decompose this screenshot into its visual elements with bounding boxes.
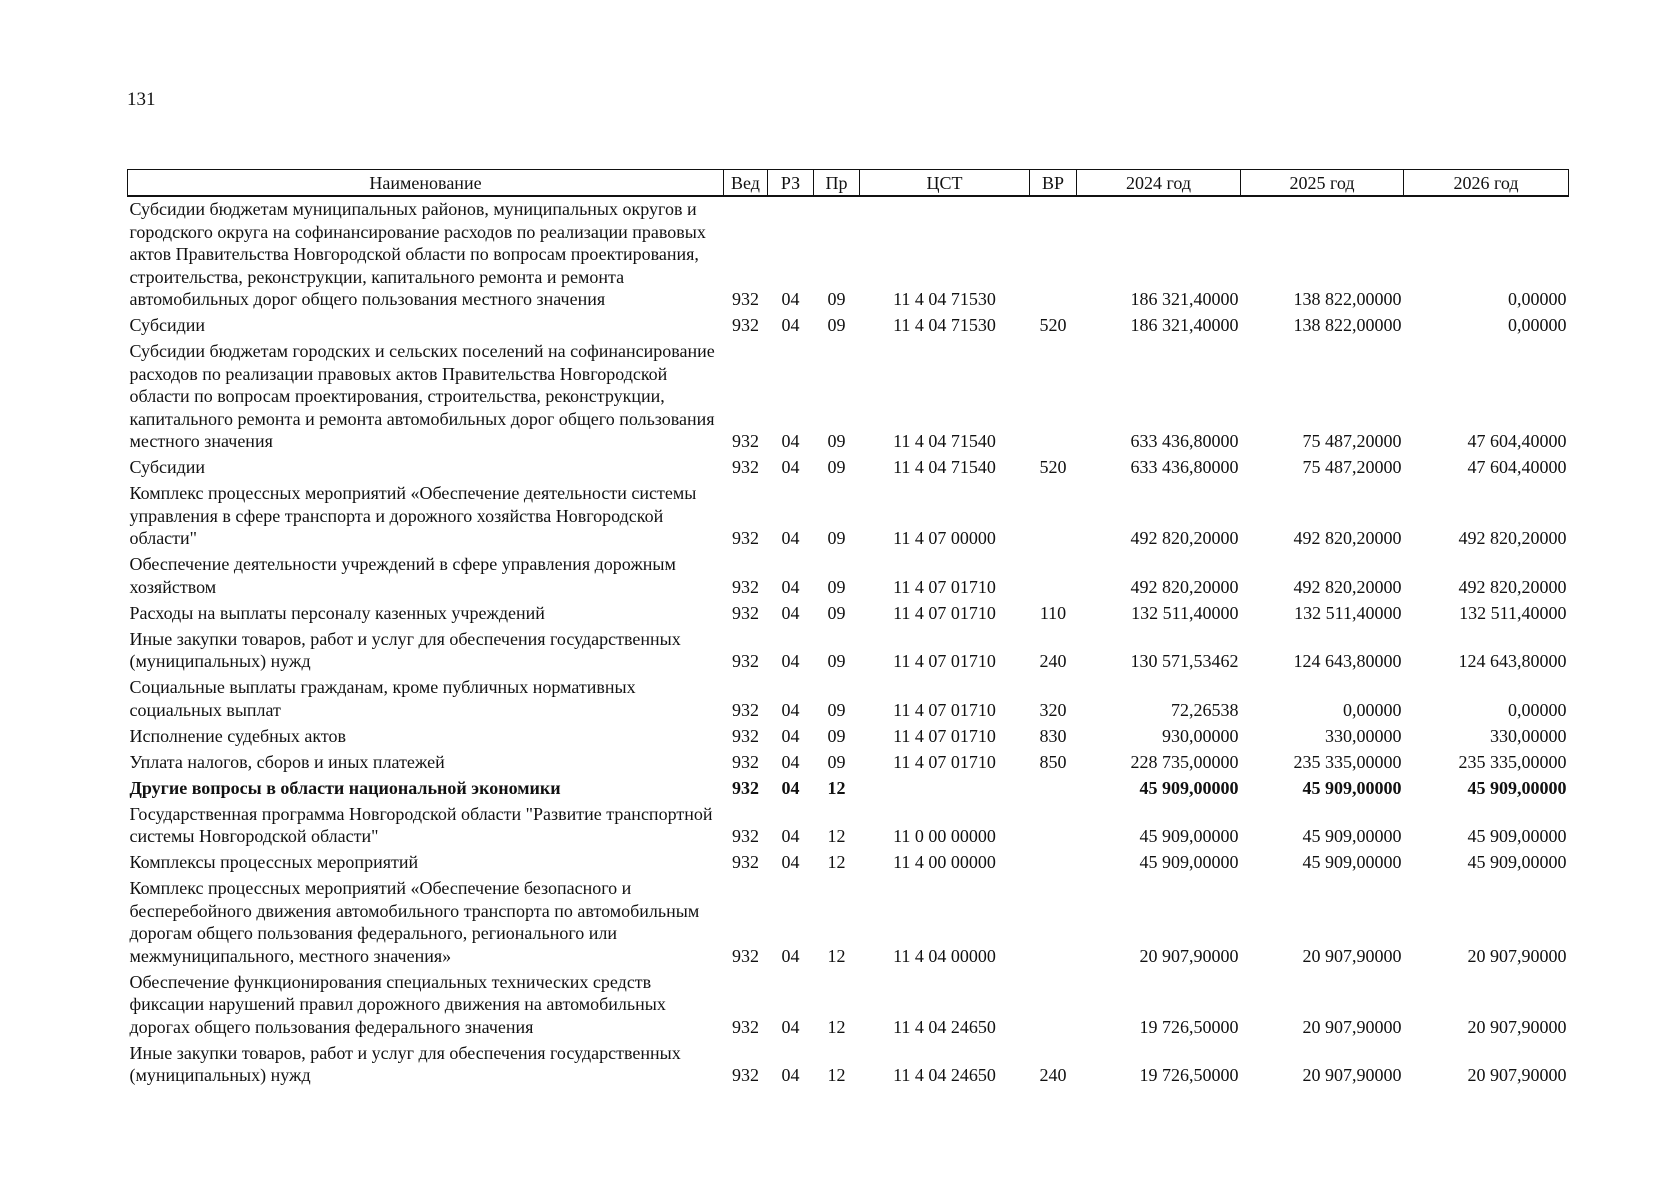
row-amount-2024: 132 511,40000: [1131, 602, 1239, 623]
row-amount-2025: 492 820,20000: [1293, 576, 1402, 597]
row-rz: 04: [781, 945, 800, 966]
row-amount-2024: 228 735,00000: [1130, 751, 1239, 772]
row-amount-2026: 20 907,90000: [1467, 1065, 1567, 1085]
row-amount-2025: 0,00000: [1343, 699, 1402, 720]
row-cst: 11 4 07 01710: [893, 699, 996, 720]
row-amount-2024: 930,00000: [1162, 725, 1239, 746]
table-row: [128, 673, 1569, 722]
row-ved: 932: [732, 1016, 759, 1037]
row-amount-2026: 47 604,40000: [1467, 457, 1567, 477]
row-rz: 04: [781, 1065, 800, 1085]
row-amount-2026: 45 909,00000: [1467, 826, 1567, 846]
row-vr: 850: [1039, 751, 1067, 772]
row-amount-2024: 45 909,00000: [1139, 852, 1239, 872]
row-ved: 932: [732, 777, 759, 798]
row-amount-2024: 20 907,90000: [1139, 945, 1239, 966]
row-vr: 110: [1039, 602, 1067, 623]
row-vr: 520: [1039, 457, 1067, 477]
row-pr: 12: [827, 826, 846, 846]
row-cst: 11 4 07 00000: [893, 528, 996, 548]
budget-table: [127, 169, 1569, 1087]
row-name: Иные закупки товаров, работ и услуг для обеспечения государственных (муниципальных) нужд: [129, 628, 681, 671]
row-vr: [1030, 550, 1077, 599]
row-vr: [1030, 799, 1077, 848]
row-vr: 240: [1039, 651, 1067, 671]
row-cst: 11 4 00 00000: [893, 852, 996, 872]
col-header-cst: ЦСТ: [860, 170, 1030, 197]
col-header-2026: 2026 год: [1404, 170, 1569, 197]
row-ved: 932: [732, 315, 759, 335]
table-row: [128, 550, 1569, 599]
row-vr: [1030, 479, 1077, 550]
row-pr: 09: [827, 602, 846, 623]
col-header-2024: 2024 год: [1077, 170, 1241, 197]
row-amount-2026: 45 909,00000: [1467, 777, 1567, 798]
row-amount-2025: 45 909,00000: [1302, 826, 1402, 846]
row-cst: 11 4 04 00000: [893, 945, 996, 966]
row-amount-2026: 45 909,00000: [1467, 852, 1567, 872]
row-amount-2024: 633 436,80000: [1130, 431, 1239, 451]
row-amount-2025: 75 487,20000: [1302, 457, 1402, 477]
row-name: Субсидии: [129, 457, 206, 477]
table-row: [128, 1038, 1569, 1087]
table-row: [128, 337, 1569, 453]
row-rz: 04: [781, 576, 800, 597]
table-row: [128, 624, 1569, 673]
row-rz: 04: [781, 289, 800, 309]
row-amount-2025: 45 909,00000: [1302, 852, 1402, 872]
row-amount-2025: 138 822,00000: [1293, 289, 1402, 309]
table-row: [128, 874, 1569, 968]
row-pr: 12: [827, 852, 846, 872]
row-amount-2025: 20 907,90000: [1302, 1016, 1402, 1037]
row-name: Субсидии бюджетам муниципальных районов, муниципальных округов и городского округа на софинансирование расходов по реализации правовых актов Правительства Новгородской области по вопросам проектирования, строительства, реконструкции, капитального ремонта и ремонта автомобильных дорог общего пользования местного значения: [129, 199, 706, 309]
row-amount-2026: 20 907,90000: [1467, 1016, 1567, 1037]
row-cst: 11 4 04 24650: [893, 1016, 996, 1037]
table-row: [128, 967, 1569, 1038]
row-amount-2024: 186 321,40000: [1130, 289, 1239, 309]
row-ved: 932: [732, 431, 759, 451]
row-pr: 12: [827, 1016, 846, 1037]
page-number: 131: [127, 89, 156, 110]
row-cst: 11 4 07 01710: [893, 651, 996, 671]
row-amount-2024: 19 726,50000: [1139, 1065, 1239, 1085]
row-pr: 09: [827, 699, 846, 720]
row-rz: 04: [781, 528, 800, 548]
row-name: Социальные выплаты гражданам, кроме публичных нормативных социальных выплат: [129, 677, 636, 720]
row-name: Исполнение судебных актов: [129, 725, 347, 746]
row-amount-2025: 20 907,90000: [1302, 1065, 1402, 1085]
row-pr: 12: [827, 945, 846, 966]
row-amount-2026: 124 643,80000: [1458, 651, 1567, 671]
col-header-vr: ВР: [1030, 170, 1077, 197]
row-rz: 04: [781, 602, 800, 623]
table-body: [128, 196, 1569, 1087]
row-ved: 932: [732, 528, 759, 548]
table-row: [128, 479, 1569, 550]
row-cst: 11 4 04 71530: [893, 289, 996, 309]
row-amount-2025: 132 511,40000: [1294, 602, 1402, 623]
header-row: [128, 170, 1569, 197]
table-row: [128, 848, 1569, 874]
table-row: [128, 721, 1569, 747]
row-ved: 932: [732, 852, 759, 872]
table-header: [128, 170, 1569, 197]
row-pr: 09: [827, 576, 846, 597]
row-ved: 932: [732, 751, 759, 772]
col-header-2025: 2025 год: [1241, 170, 1404, 197]
row-amount-2025: 492 820,20000: [1293, 528, 1402, 548]
row-rz: 04: [781, 315, 800, 335]
row-ved: 932: [732, 602, 759, 623]
row-amount-2026: 235 335,00000: [1458, 751, 1567, 772]
row-ved: 932: [732, 457, 759, 477]
row-amount-2025: 330,00000: [1325, 725, 1402, 746]
row-vr: [1030, 967, 1077, 1038]
table-row: [128, 799, 1569, 848]
row-name: Обеспечение функционирования специальных технических средств фиксации нарушений правил дорожного движения на автомобильных дорогах общего пользования федерального значения: [129, 971, 666, 1037]
col-header-pr: Пр: [814, 170, 860, 197]
row-rz: 04: [781, 1016, 800, 1037]
row-name: Комплекс процессных мероприятий «Обеспечение безопасного и бесперебойного движения автомобильного транспорта по автомобильным дорогам общего пользования федерального, регионального или межмуниципального, местного значения»: [129, 878, 700, 966]
row-name: Другие вопросы в области национальной экономики: [129, 777, 561, 798]
row-pr: 09: [827, 651, 846, 671]
row-rz: 04: [781, 826, 800, 846]
row-ved: 932: [732, 1065, 759, 1085]
row-rz: 04: [781, 651, 800, 671]
row-amount-2026: 132 511,40000: [1459, 602, 1567, 623]
row-amount-2024: 45 909,00000: [1139, 826, 1239, 846]
row-pr: 12: [827, 1065, 846, 1085]
row-name: Субсидии бюджетам городских и сельских поселений на софинансирование расходов по реализации правовых актов Правительства Новгородской области по вопросам проектирования, строительства, реконструкции, капитального ремонта и ремонта автомобильных дорог общего пользования местного значения: [129, 341, 715, 451]
row-amount-2026: 20 907,90000: [1467, 945, 1567, 966]
row-pr: 09: [827, 431, 846, 451]
row-rz: 04: [781, 852, 800, 872]
row-name: Государственная программа Новгородской области "Развитие транспортной системы Новгородской области": [129, 803, 713, 846]
row-vr: 320: [1039, 699, 1067, 720]
row-amount-2025: 20 907,90000: [1302, 945, 1402, 966]
row-amount-2024: 19 726,50000: [1139, 1016, 1239, 1037]
row-rz: 04: [781, 431, 800, 451]
row-amount-2024: 492 820,20000: [1130, 528, 1239, 548]
row-ved: 932: [732, 725, 759, 746]
row-amount-2026: 47 604,40000: [1467, 431, 1567, 451]
row-amount-2026: 0,00000: [1508, 289, 1567, 309]
row-rz: 04: [781, 699, 800, 720]
row-vr: [1030, 848, 1077, 874]
row-amount-2026: 330,00000: [1490, 725, 1567, 746]
row-ved: 932: [732, 651, 759, 671]
row-pr: 12: [827, 777, 846, 798]
row-rz: 04: [781, 725, 800, 746]
row-cst: 11 4 04 71540: [893, 457, 996, 477]
row-amount-2024: 45 909,00000: [1139, 777, 1239, 798]
row-rz: 04: [781, 751, 800, 772]
row-amount-2026: 0,00000: [1508, 699, 1567, 720]
row-amount-2026: 492 820,20000: [1458, 576, 1567, 597]
row-vr: [1030, 874, 1077, 968]
row-amount-2024: 186 321,40000: [1130, 315, 1239, 335]
row-amount-2024: 130 571,53462: [1130, 651, 1239, 671]
row-cst: 11 4 07 01710: [893, 751, 996, 772]
row-amount-2024: 492 820,20000: [1130, 576, 1239, 597]
row-amount-2026: 492 820,20000: [1458, 528, 1567, 548]
row-pr: 09: [827, 289, 846, 309]
row-cst: 11 4 04 71530: [893, 315, 996, 335]
row-cst: 11 0 00 00000: [893, 826, 996, 846]
row-amount-2024: 72,26538: [1171, 699, 1239, 720]
row-rz: 04: [781, 777, 800, 798]
row-name: Иные закупки товаров, работ и услуг для обеспечения государственных (муниципальных) нужд: [129, 1042, 681, 1085]
row-cst: 11 4 04 71540: [893, 431, 996, 451]
row-name: Обеспечение деятельности учреждений в сфере управления дорожным хозяйством: [129, 554, 676, 597]
row-name: Уплата налогов, сборов и иных платежей: [129, 751, 445, 772]
row-pr: 09: [827, 528, 846, 548]
row-name: Комплексы процессных мероприятий: [129, 852, 419, 872]
row-vr: 240: [1039, 1065, 1067, 1085]
row-cst: 11 4 07 01710: [893, 602, 996, 623]
row-ved: 932: [732, 699, 759, 720]
table-row: [128, 598, 1569, 624]
row-rz: 04: [781, 457, 800, 477]
row-vr: 830: [1039, 725, 1067, 746]
col-header-name: Наименование: [128, 170, 724, 197]
table-row: [128, 196, 1569, 311]
row-ved: 932: [732, 826, 759, 846]
row-pr: 09: [827, 315, 846, 335]
table-row: [128, 773, 1569, 799]
row-cst: 11 4 04 24650: [893, 1065, 996, 1085]
row-ved: 932: [732, 576, 759, 597]
row-cst: 11 4 07 01710: [893, 725, 996, 746]
row-vr: [1030, 773, 1077, 799]
row-amount-2025: 45 909,00000: [1302, 777, 1402, 798]
row-pr: 09: [827, 457, 846, 477]
row-ved: 932: [732, 289, 759, 309]
row-name: Комплекс процессных мероприятий «Обеспечение деятельности системы управления в сфере транспорта и дорожного хозяйства Новгородской области": [129, 483, 697, 548]
col-header-rz: РЗ: [768, 170, 814, 197]
row-vr: [1030, 196, 1077, 311]
row-vr: 520: [1039, 315, 1067, 335]
row-cst: 11 4 07 01710: [893, 576, 996, 597]
row-amount-2024: 633 436,80000: [1130, 457, 1239, 477]
table-row: [128, 311, 1569, 337]
row-name: Расходы на выплаты персоналу казенных учреждений: [129, 602, 545, 623]
row-amount-2026: 0,00000: [1508, 315, 1567, 335]
row-ved: 932: [732, 945, 759, 966]
row-amount-2025: 124 643,80000: [1293, 651, 1402, 671]
row-pr: 09: [827, 725, 846, 746]
row-name: Субсидии: [129, 315, 206, 335]
row-amount-2025: 235 335,00000: [1293, 751, 1402, 772]
row-amount-2025: 138 822,00000: [1293, 315, 1402, 335]
table-row: [128, 453, 1569, 479]
row-pr: 09: [827, 751, 846, 772]
col-header-ved: Вед: [724, 170, 768, 197]
row-vr: [1030, 337, 1077, 453]
row-amount-2025: 75 487,20000: [1302, 431, 1402, 451]
row-cst: [860, 773, 1030, 799]
table-row: [128, 747, 1569, 773]
